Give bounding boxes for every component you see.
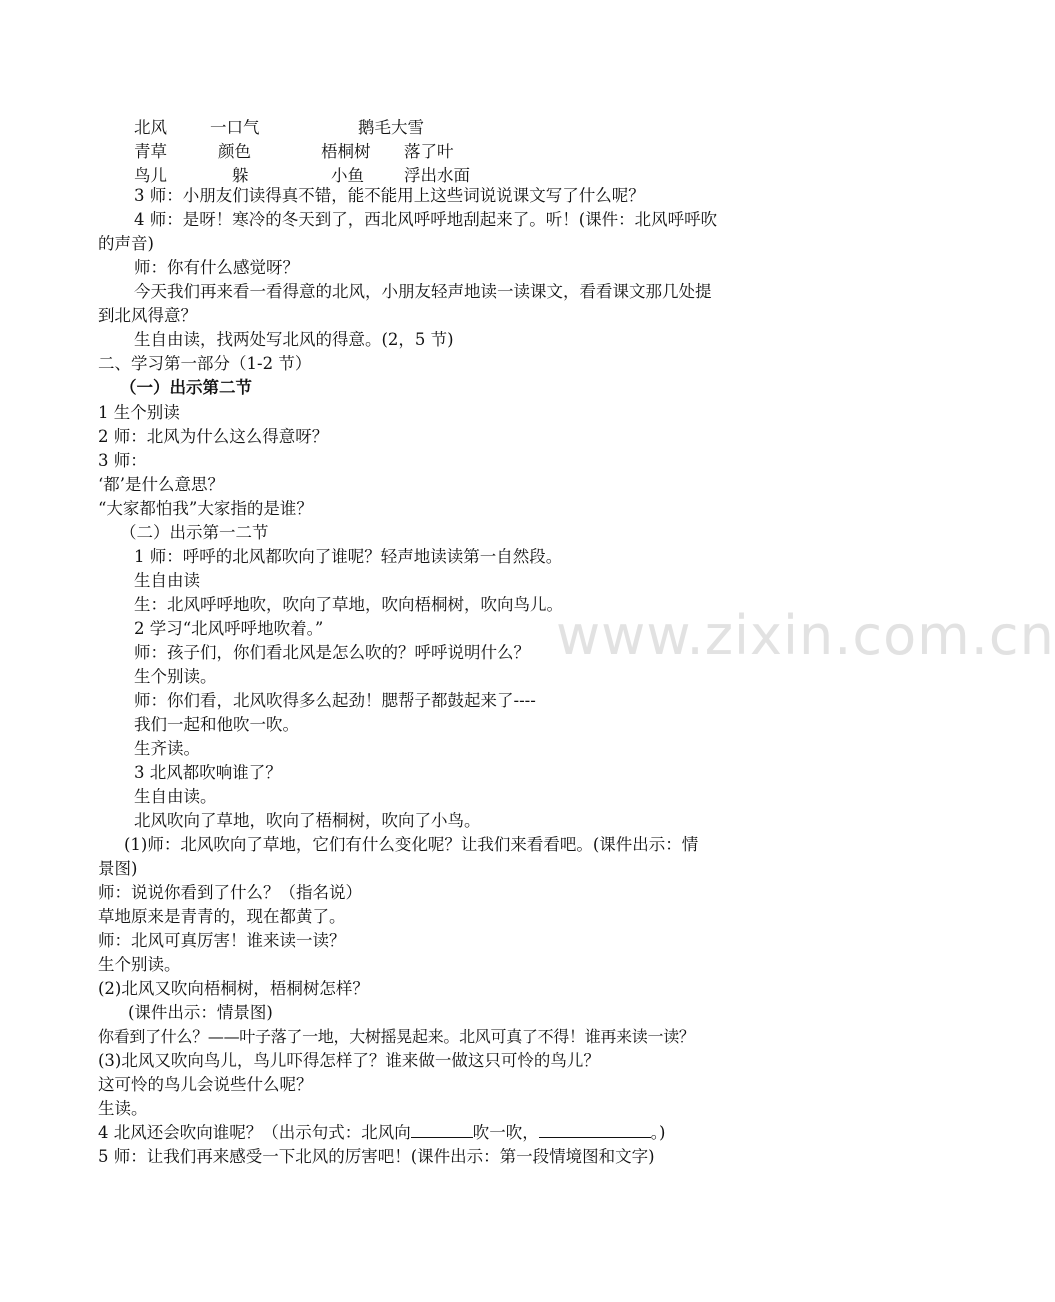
text-line: 生自由读	[134, 571, 200, 590]
text-line: “大家都怕我”大家指的是谁？	[98, 499, 313, 518]
word: 落了叶	[404, 142, 454, 161]
text-line: 北风吹向了草地，吹向了梧桐树，吹向了小鸟。	[134, 811, 481, 830]
text-line: (3)北风又吹向鸟儿，鸟儿吓得怎样了？谁来做一做这只可怜的鸟儿？	[98, 1051, 600, 1070]
word: 小鱼	[331, 166, 364, 185]
text-line: 1 生个别读	[98, 403, 180, 422]
text-line: 3 师：小朋友们读得真不错，能不能用上这些词说说课文写了什么呢？	[134, 186, 645, 205]
text-line: 师：说说你看到了什么？（指名说）	[98, 883, 362, 902]
text-line: 到北风得意？	[98, 306, 197, 325]
text-line: 生个别读。	[98, 955, 181, 974]
text-line: 5 师：让我们再来感受一下北风的厉害吧！(课件出示：第一段情境图和文字)	[98, 1147, 655, 1166]
text-line: 1 师：呼呼的北风都吹向了谁呢？轻声地读读第一自然段。	[134, 547, 563, 566]
text-line: 3 师：	[98, 451, 147, 470]
text-line: 师：你们看，北风吹得多么起劲！腮帮子都鼓起来了----	[134, 691, 536, 710]
text-line: 的声音)	[98, 234, 154, 253]
text-line: 我们一起和他吹一吹。	[134, 715, 299, 734]
word: 颜色	[218, 142, 251, 161]
text-line: (课件出示：情景图)	[128, 1003, 273, 1022]
text-line: 生自由读，找两处写北风的得意。(2，5 节)	[134, 330, 454, 349]
sentence-part: 。)	[650, 1123, 666, 1142]
watermark: www.zixin.com.cn	[556, 604, 1055, 667]
text-line: 这可怜的鸟儿会说些什么呢？	[98, 1075, 313, 1094]
word: 北风	[134, 118, 167, 137]
sentence-part: 4 北风还会吹向谁呢？（出示句式：北风向	[98, 1123, 411, 1142]
text-line: 生读。	[98, 1099, 148, 1118]
text-line: 生齐读。	[134, 739, 200, 758]
text-line: 景图)	[98, 859, 138, 878]
text-line: 2 学习“北风呼呼地吹着。”	[134, 619, 324, 638]
text-line: 3 北风都吹响谁了？	[134, 763, 282, 782]
text-line: 今天我们再来看一看得意的北风，小朋友轻声地读一读课文，看看课文那几处提	[134, 282, 712, 301]
text-line: ‘都’是什么意思？	[98, 475, 224, 494]
text-line: 生：北风呼呼地吹，吹向了草地，吹向梧桐树，吹向鸟儿。	[134, 595, 563, 614]
fill-in-sentence	[98, 1123, 665, 1143]
blank-line	[539, 1123, 651, 1138]
subsection-heading: （一）出示第二节	[120, 378, 252, 397]
text-line: 师：北风可真厉害！谁来读一读？	[98, 931, 346, 950]
section-heading: 二、学习第一部分（1-2 节）	[98, 354, 312, 373]
word: 一口气	[210, 118, 260, 137]
word: 浮出水面	[404, 166, 470, 185]
word: 鹅毛大雪	[358, 118, 424, 137]
text-line: (2)北风又吹向梧桐树，梧桐树怎样？	[98, 979, 369, 998]
word: 青草	[134, 142, 167, 161]
text-line: 师：你有什么感觉呀？	[134, 258, 299, 277]
word: 梧桐树	[321, 142, 371, 161]
text-line: 4 师：是呀！寒冷的冬天到了，西北风呼呼地刮起来了。听！(课件：北风呼呼吹	[134, 210, 718, 229]
text-line: 师：孩子们，你们看北风是怎么吹的？呼呼说明什么？	[134, 643, 530, 662]
word: 躲	[232, 166, 249, 185]
text-line: 2 师：北风为什么这么得意呀？	[98, 427, 329, 446]
text-line: 草地原来是青青的，现在都黄了。	[98, 907, 346, 926]
text-line: 你看到了什么？——叶子落了一地，大树摇晃起来。北风可真了不得！谁再来读一读？	[98, 1027, 695, 1046]
subsection-heading: （二）出示第一二节	[120, 523, 269, 542]
text-line: (1)师：北风吹向了草地，它们有什么变化呢？让我们来看看吧。(课件出示：情	[124, 835, 699, 854]
word: 鸟儿	[134, 166, 167, 185]
text-line: 生自由读。	[134, 787, 217, 806]
blank-line	[411, 1123, 473, 1138]
text-line: 生个别读。	[134, 667, 217, 686]
sentence-part: 吹一吹，	[472, 1123, 539, 1142]
